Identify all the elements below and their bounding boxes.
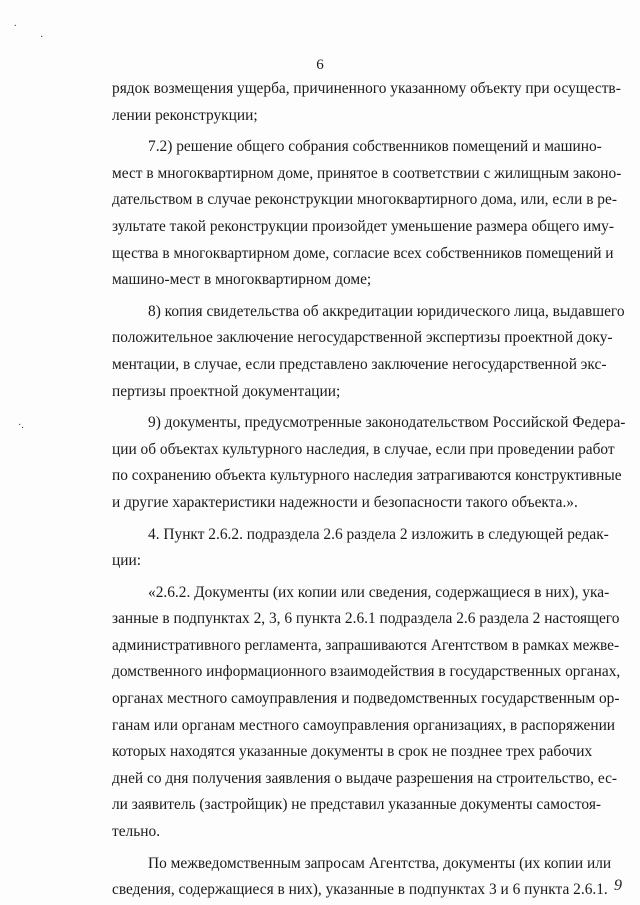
text-line: сведения, содержащиеся в них), указанные в подпунктах 3 и 6 пункта 2.6.1. <box>112 881 608 899</box>
text-line: тельно. <box>112 823 161 841</box>
text-line: мест в многоквартирном доме, принятое в соответствии с жилищным законо- <box>112 164 622 182</box>
page-number: 6 <box>316 57 324 73</box>
text-line: ли заявитель (застройщик) не представил указанные документы самостоя- <box>112 796 602 814</box>
text-line: по сохранению объекта культурного наследия затрагиваются конструктивные <box>112 467 622 485</box>
text-line: ции: <box>112 552 141 570</box>
text-line: ции об объектах культурного наследия, в случае, если при проведении работ <box>112 440 615 458</box>
text-line: 4. Пункт 2.6.2. подраздела 2.6 раздела 2 изложить в следующей редак- <box>148 525 609 543</box>
text-line: и другие характеристики надежности и безопасности такого объекта.». <box>112 493 578 511</box>
scan-speck-top-left: . <box>14 18 17 29</box>
scan-speck-top-left-2: · <box>40 32 44 43</box>
text-line: положительное заключение негосударственной экспертизы проектной доку- <box>112 329 613 347</box>
text-line: 7.2) решение общего собрания собственников помещений и машино- <box>148 138 602 156</box>
text-line: рядок возмещения ущерба, причиненного указанному объекту при осуществ- <box>112 80 621 97</box>
text-line: 8) копия свидетельства об аккредитации юридического лица, выдавшего <box>148 302 625 320</box>
text-line: ганам или органам местного самоуправления организациях, в распоряжении <box>112 716 616 734</box>
text-line: ментации, в случае, если представлено заключение негосударственной экс- <box>112 355 607 373</box>
text-line: занные в подпунктах 2, 3, 6 пункта 2.6.1 подраздела 2.6 раздела 2 настоящего <box>112 610 620 628</box>
document-body <box>112 76 626 904</box>
text-line: дней со дня получения заявления о выдаче разрешения на строительство, ес- <box>112 769 618 787</box>
text-line: лении реконструкции; <box>112 106 258 124</box>
scan-speck-left-middle: ·. <box>18 420 24 431</box>
text-line: пертизы проектной документации; <box>112 382 341 400</box>
text-line: административного регламента, запрашиваются Агентством в рамках межве- <box>112 636 620 654</box>
handwritten-page-mark: 9 <box>614 877 622 894</box>
text-line: которых находятся указанные документы в срок не позднее трех рабочих <box>112 743 593 761</box>
text-line: домственного информационного взаимодействия в государственных органах, <box>112 663 621 681</box>
text-line: дательством в случае реконструкции многоквартирного дома, или, если в ре- <box>112 191 617 209</box>
text-line: щества в многоквартирном доме, согласие всех собственников помещений и <box>112 244 614 262</box>
text-line: По межведомственным запросам Агентства, документы (их копии или <box>148 854 612 872</box>
text-line: 9) документы, предусмотренные законодательством Российской Федера- <box>148 414 626 432</box>
text-line: машино-мест в многоквартирном доме; <box>112 271 372 289</box>
text-line: зультате такой реконструкции произойдет уменьшение размера общего иму- <box>112 217 614 235</box>
text-line: органах местного самоуправления и подведомственных государственным ор- <box>112 690 620 708</box>
text-line: «2.6.2. Документы (их копии или сведения, содержащиеся в них), ука- <box>148 583 610 601</box>
